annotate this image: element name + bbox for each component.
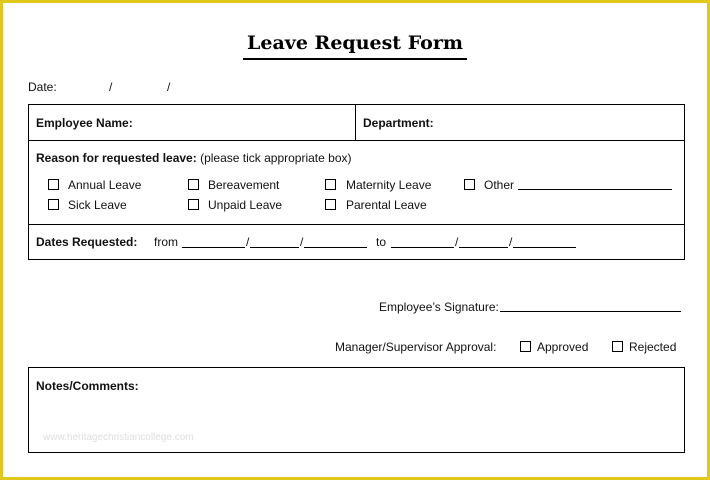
divider [355,104,356,141]
signature-label: Employee’s Signature: [379,300,499,314]
date-separator: / [300,235,304,249]
other-input-line[interactable] [518,189,672,190]
reason-label: Reason for requested leave: [36,151,197,165]
date-label: Date: [28,80,57,94]
to-label: to [376,235,387,249]
date-separator: / [455,235,459,249]
dates-requested-label: Dates Requested: [36,235,138,249]
unpaid-leave-label: Unpaid Leave [208,198,283,212]
bereavement-label: Bereavement [208,178,280,192]
divider [28,224,685,225]
bereavement-checkbox[interactable] [188,179,199,190]
employee-name-label: Employee Name: [36,116,133,130]
other-checkbox[interactable] [464,179,475,190]
signature-line[interactable] [500,311,681,312]
to-date-line[interactable] [391,247,576,248]
annual-leave-label: Annual Leave [68,178,142,192]
date-separator: / [509,235,513,249]
department-label: Department: [363,116,434,130]
reason-heading [36,151,352,165]
form-title-wrap [3,32,707,60]
reason-hint: (please tick appropriate box) [200,151,352,165]
sick-leave-checkbox[interactable] [48,199,59,210]
date-separator: / [167,80,171,94]
approved-checkbox[interactable] [520,341,531,352]
rejected-checkbox[interactable] [612,341,623,352]
watermark: www.heritagechristiancollege.com [43,432,194,443]
date-separator: / [109,80,113,94]
form-title: Leave Request Form [243,32,467,60]
annual-leave-checkbox[interactable] [48,179,59,190]
rejected-label: Rejected [629,340,677,354]
date-separator: / [246,235,250,249]
parental-leave-label: Parental Leave [346,198,427,212]
parental-leave-checkbox[interactable] [325,199,336,210]
notes-label: Notes/Comments: [36,379,139,393]
other-label: Other [484,178,515,192]
unpaid-leave-checkbox[interactable] [188,199,199,210]
approved-label: Approved [537,340,589,354]
sick-leave-label: Sick Leave [68,198,127,212]
maternity-leave-checkbox[interactable] [325,179,336,190]
approval-label: Manager/Supervisor Approval: [335,340,497,354]
from-date-line[interactable] [182,247,367,248]
maternity-leave-label: Maternity Leave [346,178,432,192]
from-label: from [154,235,178,249]
